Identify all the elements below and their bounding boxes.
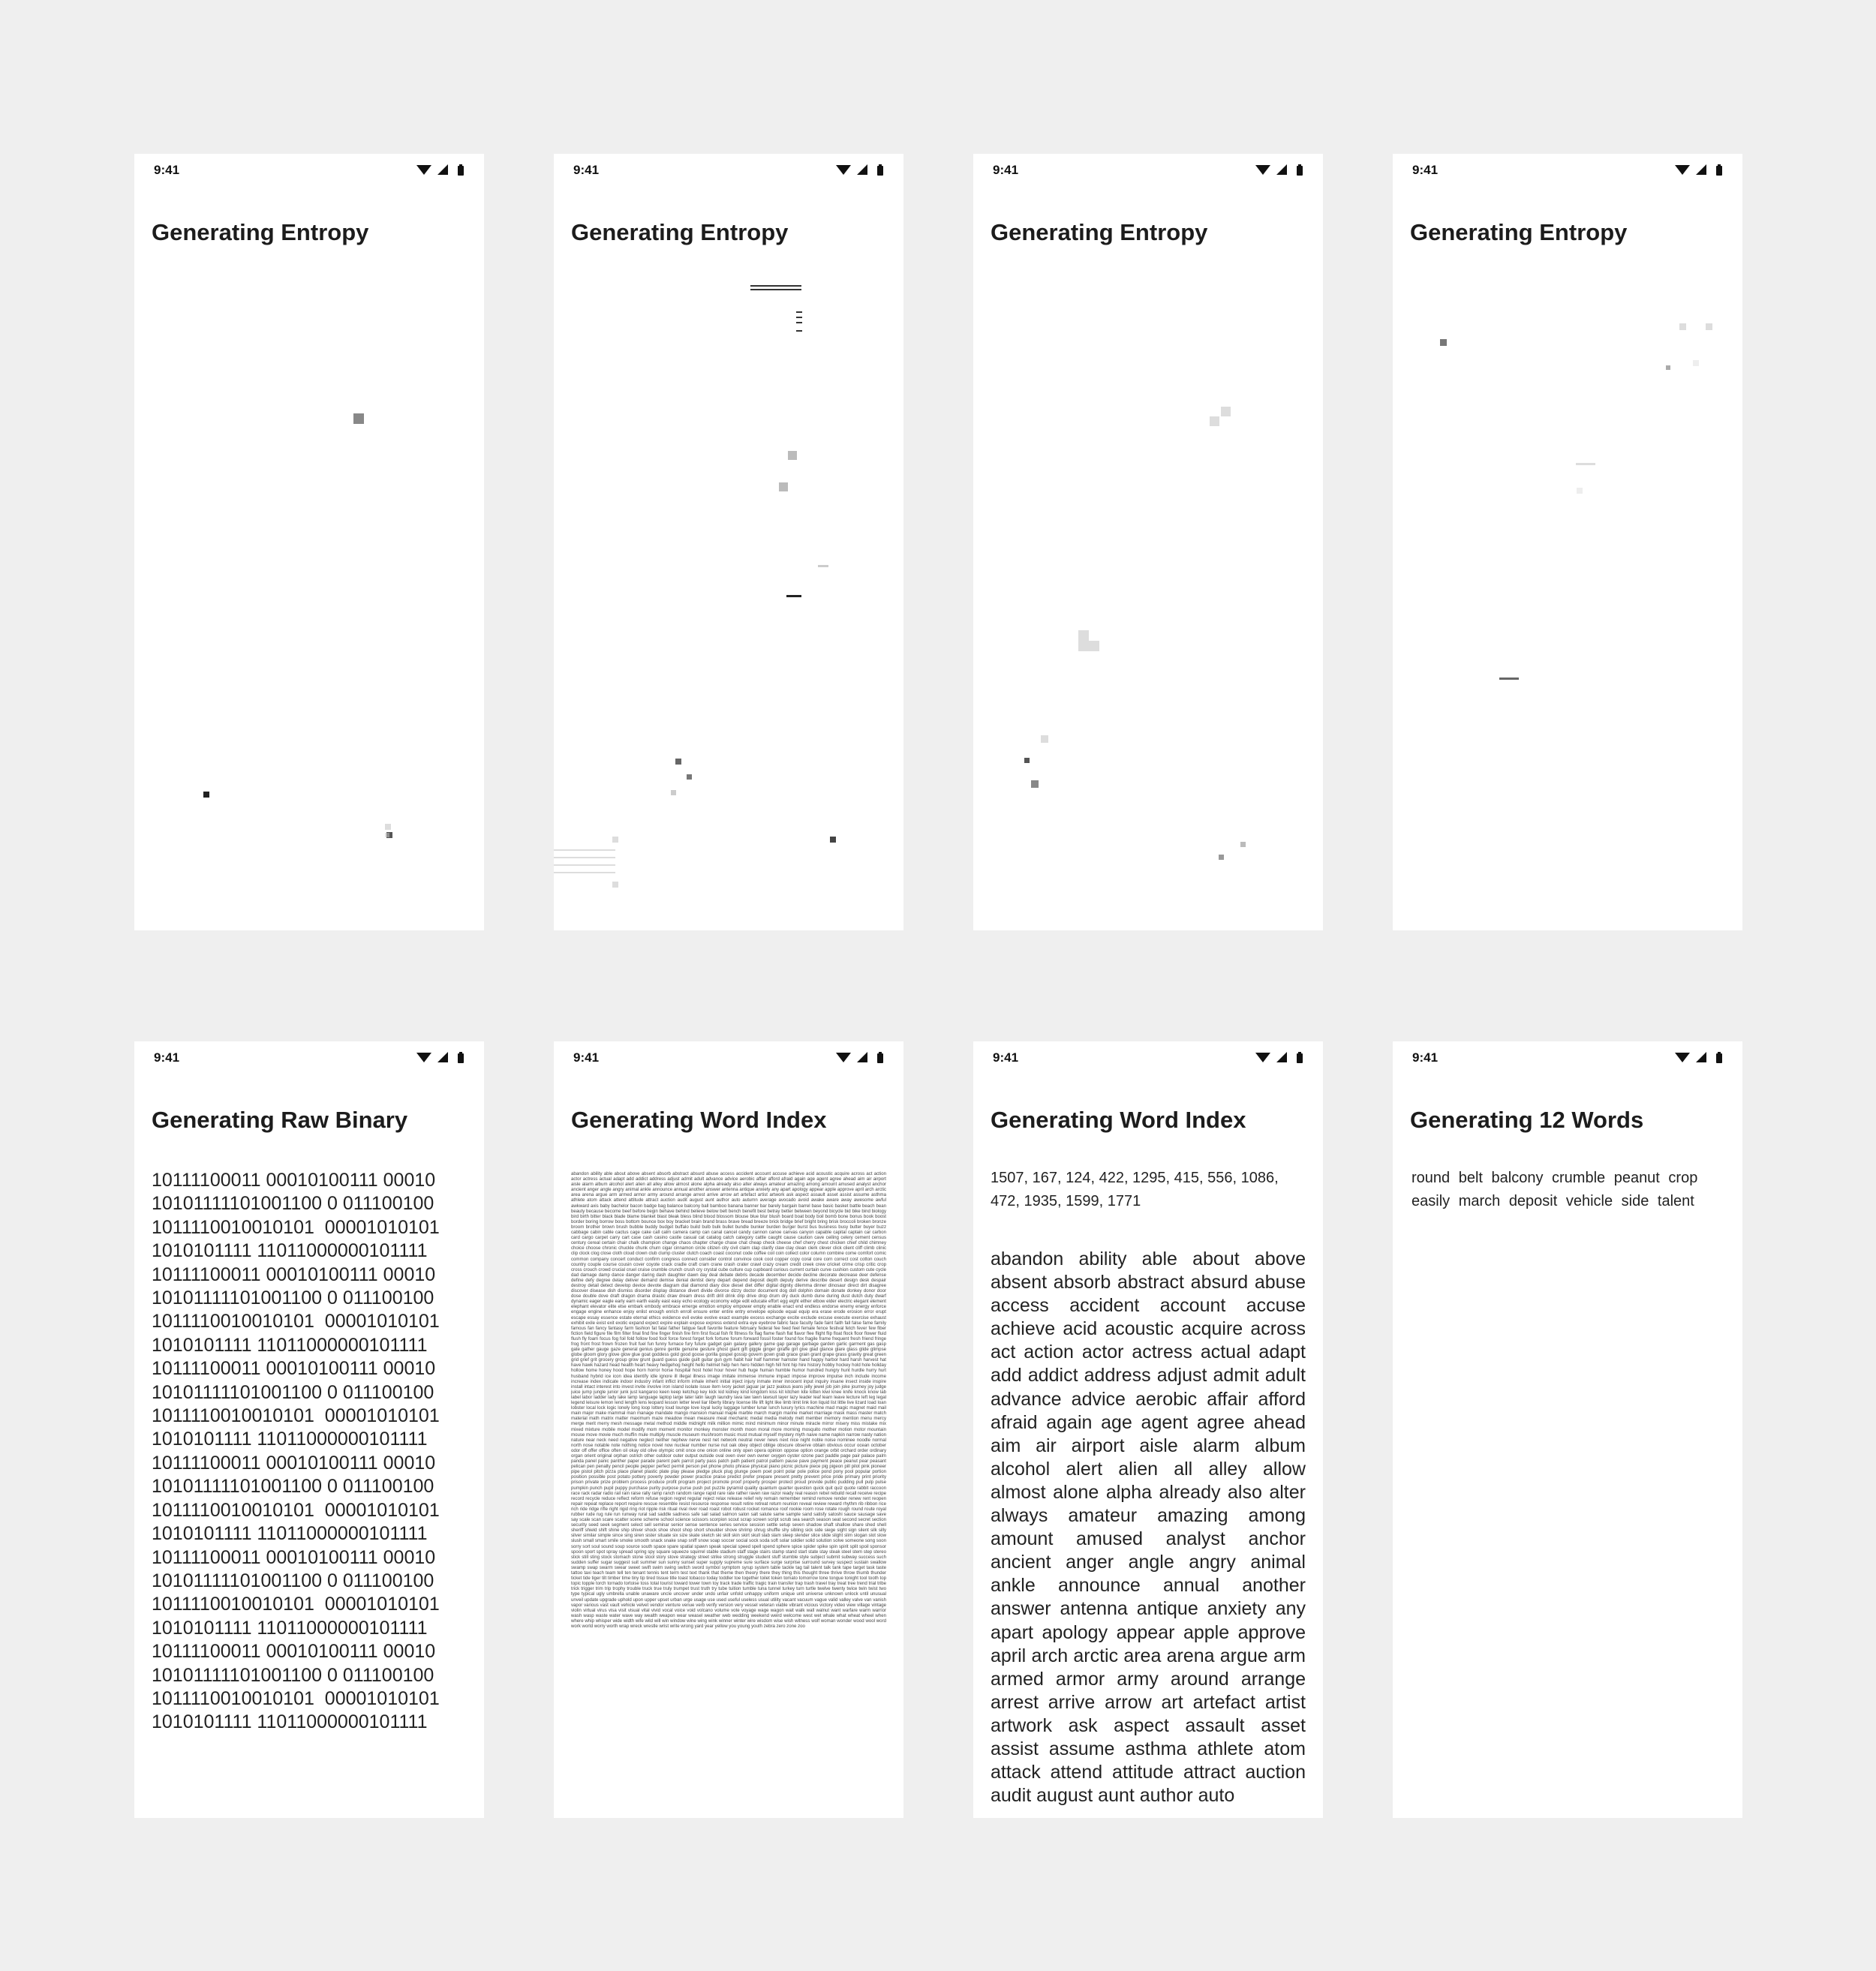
entropy-line — [1576, 463, 1595, 465]
entropy-pixel — [779, 482, 788, 491]
signal-icon — [1276, 1052, 1287, 1062]
wordlist: abandon ability able about above absent absorb abstract absurd abuse access accident account accuse achieve acid acoustic acquire across act action actor actress actual adapt add addict address adjust admit adult advance advice aerobic affair afford afraid again age agent agree ahead aim air airport aisle alarm album alcohol alert alien all alley allow almost alone alpha already also alter always amateur amazing among amount amused analyst anchor ancient anger angle angry animal ankle announce annual another answer antenna antique anxiety any apart apology appear apple approve april arch arctic area arena argue arm armed armor army around arrange arrest arrive arrow art artefact artist artwork ask aspect assault asset assist assume asthma athlete atom attack attend attitude attract auction audit august aunt author auto — [991, 1248, 1306, 1807]
entropy-pixel — [1078, 630, 1089, 641]
entropy-pixel — [830, 837, 836, 843]
status-bar — [973, 154, 1323, 188]
entropy-pixel — [1031, 780, 1039, 788]
page-title: Generating Entropy — [571, 219, 789, 245]
status-icons — [1254, 161, 1306, 178]
battery-icon — [1297, 1053, 1303, 1063]
status-icons — [1254, 1049, 1306, 1065]
battery-icon — [1716, 1053, 1722, 1063]
entropy-line — [786, 595, 801, 597]
entropy-line — [796, 330, 802, 332]
status-icons — [415, 1049, 467, 1065]
signal-icon — [1696, 1052, 1706, 1062]
binary-line: 10111100011 00010100111 00010 — [152, 1641, 436, 1663]
signal-icon — [437, 1052, 448, 1062]
phone-screen-entropy-2 — [554, 154, 903, 930]
entropy-pixel — [1666, 365, 1670, 370]
page-title: Generating Word Index — [571, 1107, 827, 1133]
entropy-pixel — [1240, 842, 1246, 847]
wifi-icon — [1255, 1053, 1270, 1062]
entropy-pixel — [675, 759, 681, 765]
binary-line: 10101111101001100 0 011100100 — [152, 1476, 434, 1498]
binary-line: 10111100011 00010100111 00010 — [152, 1170, 436, 1191]
binary-line: 1010101111 11011000000101111 — [152, 1240, 428, 1262]
binary-line: 1010101111 11011000000101111 — [152, 1711, 428, 1733]
battery-icon — [877, 1053, 883, 1063]
entropy-pixel — [203, 792, 209, 798]
entropy-line — [554, 849, 615, 851]
entropy-line — [796, 311, 802, 313]
status-icons — [1673, 1049, 1726, 1065]
entropy-line — [554, 872, 615, 873]
status-time: 9:41 — [573, 163, 600, 177]
status-bar — [973, 1041, 1323, 1076]
entropy-pixel — [1440, 339, 1447, 346]
entropy-pixel — [1577, 488, 1583, 494]
entropy-line — [750, 289, 801, 290]
wifi-icon — [416, 165, 431, 175]
entropy-line — [1499, 678, 1519, 680]
wifi-icon — [836, 1053, 851, 1062]
status-time: 9:41 — [573, 1050, 600, 1065]
binary-line: 10111100011 00010100111 00010 — [152, 1358, 436, 1380]
phone-screen-entropy-1 — [134, 154, 484, 930]
status-bar — [134, 154, 484, 188]
binary-line: 10111100011 00010100111 00010 — [152, 1452, 436, 1474]
page-title: Generating Entropy — [991, 219, 1208, 245]
status-time: 9:41 — [993, 1050, 1019, 1065]
word-indices: 1507, 167, 124, 422, 1295, 415, 556, 1086, 472, 1935, 1599, 1771 — [991, 1170, 1279, 1209]
binary-line: 1011110010010101 00001010101 — [152, 1499, 440, 1521]
page-title: Generating 12 Words — [1410, 1107, 1644, 1133]
binary-line: 10111100011 00010100111 00010 — [152, 1263, 436, 1285]
status-icons — [834, 161, 887, 178]
entropy-pixel — [385, 824, 391, 830]
entropy-pixel — [612, 837, 618, 843]
battery-icon — [1297, 166, 1303, 176]
entropy-pixel — [1219, 855, 1224, 860]
signal-icon — [437, 164, 448, 175]
battery-icon — [877, 166, 883, 176]
binary-output — [152, 1169, 474, 1735]
entropy-pixel — [612, 882, 618, 888]
signal-icon — [857, 1052, 867, 1062]
status-bar — [1393, 1041, 1742, 1076]
entropy-pixel — [1706, 323, 1712, 330]
status-bar — [1393, 154, 1742, 188]
wifi-icon — [1675, 1053, 1690, 1062]
entropy-pixel — [385, 833, 389, 837]
entropy-line — [750, 285, 801, 287]
page-title: Generating Entropy — [152, 219, 369, 245]
entropy-pixel — [671, 790, 676, 795]
entropy-line — [554, 864, 615, 866]
entropy-line — [554, 857, 615, 858]
status-icons — [834, 1049, 887, 1065]
binary-line: 1010101111 11011000000101111 — [152, 1523, 428, 1545]
signal-icon — [1276, 164, 1287, 175]
battery-icon — [1716, 166, 1722, 176]
entropy-line — [796, 322, 802, 323]
signal-icon — [1696, 164, 1706, 175]
binary-line: 1010101111 11011000000101111 — [152, 1617, 428, 1639]
status-time: 9:41 — [993, 163, 1019, 177]
entropy-pixel — [1693, 360, 1699, 366]
status-time: 9:41 — [154, 1050, 180, 1065]
binary-line: 1011110010010101 00001010101 — [152, 1594, 440, 1615]
entropy-pixel — [1679, 323, 1686, 330]
entropy-pixel — [1078, 641, 1099, 651]
status-time: 9:41 — [1412, 1050, 1439, 1065]
status-icons — [415, 161, 467, 178]
wifi-icon — [1675, 165, 1690, 175]
phone-screen-word-index-full — [554, 1041, 903, 1818]
page-title: Generating Raw Binary — [152, 1107, 408, 1133]
binary-line: 1011110010010101 00001010101 — [152, 1216, 440, 1238]
wifi-icon — [836, 165, 851, 175]
binary-line: 10101111101001100 0 011100100 — [152, 1287, 434, 1309]
page-title: Generating Entropy — [1410, 219, 1628, 245]
entropy-pixel — [1041, 735, 1048, 743]
status-bar — [134, 1041, 484, 1076]
binary-line: 1011110010010101 00001010101 — [152, 1311, 440, 1333]
status-time: 9:41 — [1412, 163, 1439, 177]
binary-line: 1011110010010101 00001010101 — [152, 1687, 440, 1709]
phone-screen-word-index — [973, 1041, 1323, 1818]
phone-screen-entropy-3 — [973, 154, 1323, 930]
phone-screen-12-words — [1393, 1041, 1742, 1818]
signal-icon — [857, 164, 867, 175]
page-title: Generating Word Index — [991, 1107, 1246, 1133]
binary-line: 10101111101001100 0 011100100 — [152, 1193, 434, 1215]
binary-line: 1010101111 11011000000101111 — [152, 1429, 428, 1450]
entropy-line — [818, 565, 828, 567]
binary-line: 10101111101001100 0 011100100 — [152, 1381, 434, 1403]
wordlist-full: abandon ability able about above absent absorb abstract absurd abuse access accident account accuse achieve acid acoustic acquire across act action actor actress actual adapt add addict address adjust admit adult advance advice aerobic affair afford afraid again age agent agree ahead aim air airport aisle alarm album alcohol alert alien all alley allow almost alone alpha already also alter always amateur amazing among amount amused analyst anchor ancient anger angle angry animal ankle announce annual another answer antenna antique anxiety any apart apology appear apple approve april arch arctic area arena argue arm armed armor army around arrange arrest arrive arrow art artefact artist artwork ask aspect assault asset assist assume asthma athlete atom attack attend attitude attract auction audit august aunt author auto autumn average avocado avoid awake aware away awesome awful awkward axis baby bachelor bacon badge bag balance balcony ball bamboo banana banner bar barely bargain barrel base basic basket battle beach bean beauty because become beef before begin behave behind believe below belt bench benefit best betray better between beyond bicycle bid bike bind biology bird birth bitter black blade blame blanket blast bleak bless blind blood blossom blouse blue blur blush board boat body boil bomb bone bonus book boost border boring borrow boss bottom bounce box boy bracket brain brand brass brave bread breeze brick bridge brief bright bring brisk broccoli broken bronze broom brother brown brush bubble buddy budget buffalo build bulb bulk bullet bundle bunker burden burger burst bus business busy butter buyer buzz cabbage cabin cable cactus cage cake call calm camera camp can canal cancel candy cannon canoe canvas canyon capable capital captain car carbon card cargo carpet carry cart case cash casino castle casual cat catalog catch category cattle caught cause caution cave ceiling celery cement census century cereal certain chair chalk champion change chaos chapter charge chase chat cheap check cheese chef cherry chest chicken chief child chimney choice choose chronic chuckle chunk churn cigar cinnamon circle citizen city civil claim clap clarify claw clay clean clerk clever click client cliff climb clinic clip clock clog close cloth cloud clown club clump cluster clutch coach coast coconut code coffee coil coin collect color column combine come comfort comic common company concert conduct confirm congress connect consider control convince cook cool copper copy coral core corn correct cost cotton couch country couple course cousin cover coyote crack cradle craft cram crane crash crater crawl crazy cream credit creek crew cricket crime crisp critic crop cross crouch crowd crucial cruel cruise crumble crunch crush cry crystal cube culture cup cupboard curious current curtain curve cushion custom cute cycle dad damage damp dance danger daring dash daughter dawn day deal debate debris decade december decide decline decorate decrease deer defense define defy degree delay deliver demand demise denial dentist deny depart depend deposit depth deputy derive describe desert design desk despair destroy detail detect develop device devote diagram dial diamond diary dice diesel diet differ digital dignity dilemma dinner dinosaur direct dirt disagree discover disease dish dismiss disorder display distance divert divide divorce dizzy doctor document dog doll dolphin domain donate donkey donor door dose double dove draft dragon drama drastic draw dream dress drift drill drink drip drive drop drum dry duck dumb dune during dust dutch duty dwarf dynamic eager eagle early earn earth easily east easy echo ecology economy edge edit educate effort egg eight either elbow elder electric elegant element elephant elevator elite else embark embody embrace emerge emotion employ empower empty enable enact end endless endorse enemy energy enforce engage engine enhance enjoy enlist enough enrich enroll ensure enter entire entry envelope episode equal equip era erase erode erosion error erupt escape essay essence estate eternal ethics evidence evil evoke evolve exact example excess exchange excite exclude excuse execute exercise exhaust exhibit exile exist exit exotic expand expect expire explain expose express extend extra eye eyebrow fabric face faculty fade faint faith fall false fame family famous fan fancy fantasy farm fashion fat fatal father fatigue fault favorite feature february federal fee feed feel female fence festival fetch fever few fiber fiction field figure file film filter final find fine finger finish fire firm first fiscal fish fit fitness fix flag flame flash flat flavor flee flight flip float flock floor flower fluid flush fly foam focus fog foil fold follow food foot force forest forget fork fortune forum forward fossil foster found fox fragile frame frequent fresh friend fringe frog front frost frown frozen fruit fuel fun funny furnace fury future gadget gain galaxy gallery game gap garage garbage garden garlic garment gas gasp gate gather gauge gaze general genius genre gentle genuine gesture ghost giant gift giggle ginger giraffe girl give glad glance glare glass glide glimpse globe gloom glory glove glow glue goat goddess gold good goose gorilla gospel gossip govern gown grab grace grain grant grape grass gravity great green grid grief grit grocery group grow grunt guard guess guide guilt guitar gun gym habit hair half hammer hamster hand happy harbor hard harsh harvest hat have hawk hazard head health heart heavy hedgehog height hello helmet help hen hero hidden high hill hint hip hire history hobby hockey hold hole holiday hollow home honey hood hope horn horror horse hospital host hotel hour hover hub huge human humble humor hundred hungry hunt hurdle hurry hurt husband hybrid ice icon idea identify idle ignore ill illegal illness image imitate immense immune impact impose improve impulse inch include income increase index indicate indoor industry infant inflict inform inhale inherit initial inject injury inmate inner innocent input inquiry insane insect inside inspire install intact interest into invest invite involve iron island isolate issue item ivory jacket jaguar jar jazz jealous jeans jelly jewel job join joke journey joy judge juice jump jungle junior junk just kangaroo keen keep ketchup key kick kid kidney kind kingdom kiss kit kitchen kite kitten kiwi knee knife knock know lab label labor ladder lady lake lamp language laptop large later latin laugh laundry lava law lawn lawsuit layer lazy leader leaf learn leave lecture left leg legal legend leisure lemon lend length lens leopard lesson letter level liar liberty library license life lift light like limb limit link lion liquid list little live lizard load loan lobster local lock logic lonely long loop lottery loud lounge love loyal lucky luggage lumber lunar lunch luxury lyrics machine mad magic magnet maid mail main major make mammal man manage mandate mango mansion manual maple marble march margin marine market marriage mask mass master match material math matrix matter maximum maze meadow mean measure meat mechanic medal media melody melt member memory mention menu mercy merge merit merry mesh message metal method middle midnight milk million mimic mind minimum minor minute miracle mirror misery miss mistake mix mixed mixture mobile model modify mom moment monitor monkey monster month moon moral more morning mosquito mother motion motor mountain mouse move movie much muffin mule multiply muscle museum mushroom music must mutual myself mystery myth naive name napkin narrow nasty nation nature near neck need negative neglect neither nephew nerve nest net network neutral never news next nice night noble noise nominee noodle normal north nose notable note nothing notice novel now nuclear number nurse nut oak obey object oblige obscure observe obtain obvious occur ocean october odor off offer office often oil okay old olive olympic omit once one onion online only open opera opinion oppose option orange orbit orchard order ordinary organ orient original orphan ostrich other outdoor outer output outside oval oven over own owner oxygen oyster ozone pact paddle page pair palace palm panda panel panic panther paper parade parent park parrot party pass patch path patient patrol pattern pause pave payment peace peanut pear peasant pelican pen penalty pencil people pepper perfect permit person pet phone photo phrase physical piano picnic picture piece pig pigeon pill pilot pink pioneer pipe pistol pitch pizza place planet plastic plate play please pledge pluck plug plunge poem poet point polar pole police pond pony pool popular portion position possible post potato pottery poverty powder power practice praise predict prefer prepare present pretty prevent price pride primary print priority prison private prize problem process produce profit program project promote proof property prosper protect proud provide public pudding pull pulp pulse pumpkin punch pupil puppy purchase purity purpose purse push put puzzle pyramid quality quantum quarter question quick quit quiz quote rabbit raccoon race rack radar radio rail rain raise rally ramp ranch random range rapid rare rate rather raven raw razor ready real reason rebel rebuild recall receive recipe record recycle reduce reflect reform refuse region regret regular reject relax release relief rely remain remember remind remove render renew rent reopen repair repeat replace report require rescue resemble resist resource response result retire retreat return reunion reveal review reward rhythm rib ribbon rice rich ride ridge rifle right rigid ring riot ripple risk ritual rival river road roast robot robust rocket romance roof rookie room rose rotate rough round route royal rubber rude rug rule run runway rural sad saddle sadness safe sail salad salmon salon salt salute same sample sand satisfy satoshi sauce sausage save say scale scan scare scatter scene scheme school science scissors scorpion scout scrap screen script scrub sea search season seat second secret section security seed seek segment select sell seminar senior sense sentence series service session settle setup seven shadow shaft shallow share shed shell sheriff shield shift shine ship shiver shock shoe shoot shop short shoulder shove shrimp shrug shuffle shy sibling sick side siege sight sign silent silk silly silver similar simple since sing siren sister situate six size skate sketch ski skill skin skirt skull slab slam sleep slender slice slide slight slim slogan slot slow slush small smart smile smoke smooth snack snake snap sniff snow soap soccer social sock soda soft solar soldier solid solution solve someone song soon sorry sort soul sound soup source south space spare spatial spawn speak special speed spell spend sphere spice spider spike spin spirit split spoil sponsor spoon sport spot spray spread spring spy square squeeze squirrel stable stadium staff stage stairs stamp stand start state stay steak steel stem step stereo stick still sting stock stomach stone stool story stove strategy street strike strong struggle student stuff stumble style subject submit subway success such sudden suffer sugar suggest suit summer sun sunny sunset super supply supreme sure surface surge surprise surround survey suspect sustain swallow swamp swap swarm swear sweet swift swim swing switch sword symbol symptom syrup system table tackle tag tail talent talk tank tape target task taste tattoo taxi teach team tell ten tenant tennis tent term test text thank that theme then theory there they thing this thought three thrive throw thumb thunder ticket tide tiger tilt timber time tiny tip tired tissue title toast tobacco today toddler toe together toilet token tomato tomorrow tone tongue tonight tool tooth top topic topple torch tornado tortoise toss total tourist toward tower town toy track trade traffic tragic train transfer trap trash travel tray treat tree trend trial tribe trick trigger trim trip trophy trouble truck true truly trumpet trust truth try tube tuition tumble tuna tunnel turkey turn turtle twelve twenty twice twin twist two type typical ugly umbrella unable unaware uncle uncover under undo unfair unfold unhappy uniform unique unit universe unknown unlock until unusual unveil update upgrade uphold upon upper upset urban urge usage use used useful useless usual utility vacant vacuum vague valid valley valve van vanish vapor various vast vault vehicle velvet vendor venture venue verb verify version very vessel veteran viable vibrant vicious victory video view village vintage violin virtual virus visa visit visual vital vivid vocal voice void volcano volume vote voyage wage wagon wait walk wall walnut want warfare warm warrior wash wasp waste water wave way wealth weapon wear weasel weather web wedding weekend weird welcome west wet whale what wheat wheel when where whip whisper wide width wife wild will win window wine wing wink winner winter wire wisdom wise wish witness wolf woman wonder wood wool word work world worry worth wrap wreck wrestle wrist write wrong yard year yellow you young youth zebra zero zone zoo — [571, 1171, 886, 1629]
binary-line: 10101111101001100 0 011100100 — [152, 1570, 434, 1591]
entropy-pixel — [1024, 758, 1030, 763]
entropy-pixel — [1210, 416, 1219, 426]
entropy-line — [796, 317, 802, 318]
binary-line: 1010101111 11011000000101111 — [152, 1334, 428, 1356]
wifi-icon — [1255, 165, 1270, 175]
status-icons — [1673, 161, 1726, 178]
entropy-pixel — [788, 451, 797, 460]
entropy-pixel — [353, 413, 364, 424]
binary-line: 10101111101001100 0 011100100 — [152, 1664, 434, 1686]
status-bar — [554, 1041, 903, 1076]
wifi-icon — [416, 1053, 431, 1062]
status-time: 9:41 — [154, 163, 180, 177]
battery-icon — [458, 166, 464, 176]
entropy-pixel — [1221, 407, 1231, 416]
mnemonic-words: round belt balcony crumble peanut crop easily march deposit vehicle side talent — [1412, 1170, 1698, 1209]
status-bar — [554, 154, 903, 188]
entropy-pixel — [687, 774, 692, 780]
phone-screen-entropy-4 — [1393, 154, 1742, 930]
battery-icon — [458, 1053, 464, 1063]
binary-line: 1011110010010101 00001010101 — [152, 1405, 440, 1427]
binary-line: 10111100011 00010100111 00010 — [152, 1546, 436, 1568]
phone-screen-raw-binary — [134, 1041, 484, 1818]
